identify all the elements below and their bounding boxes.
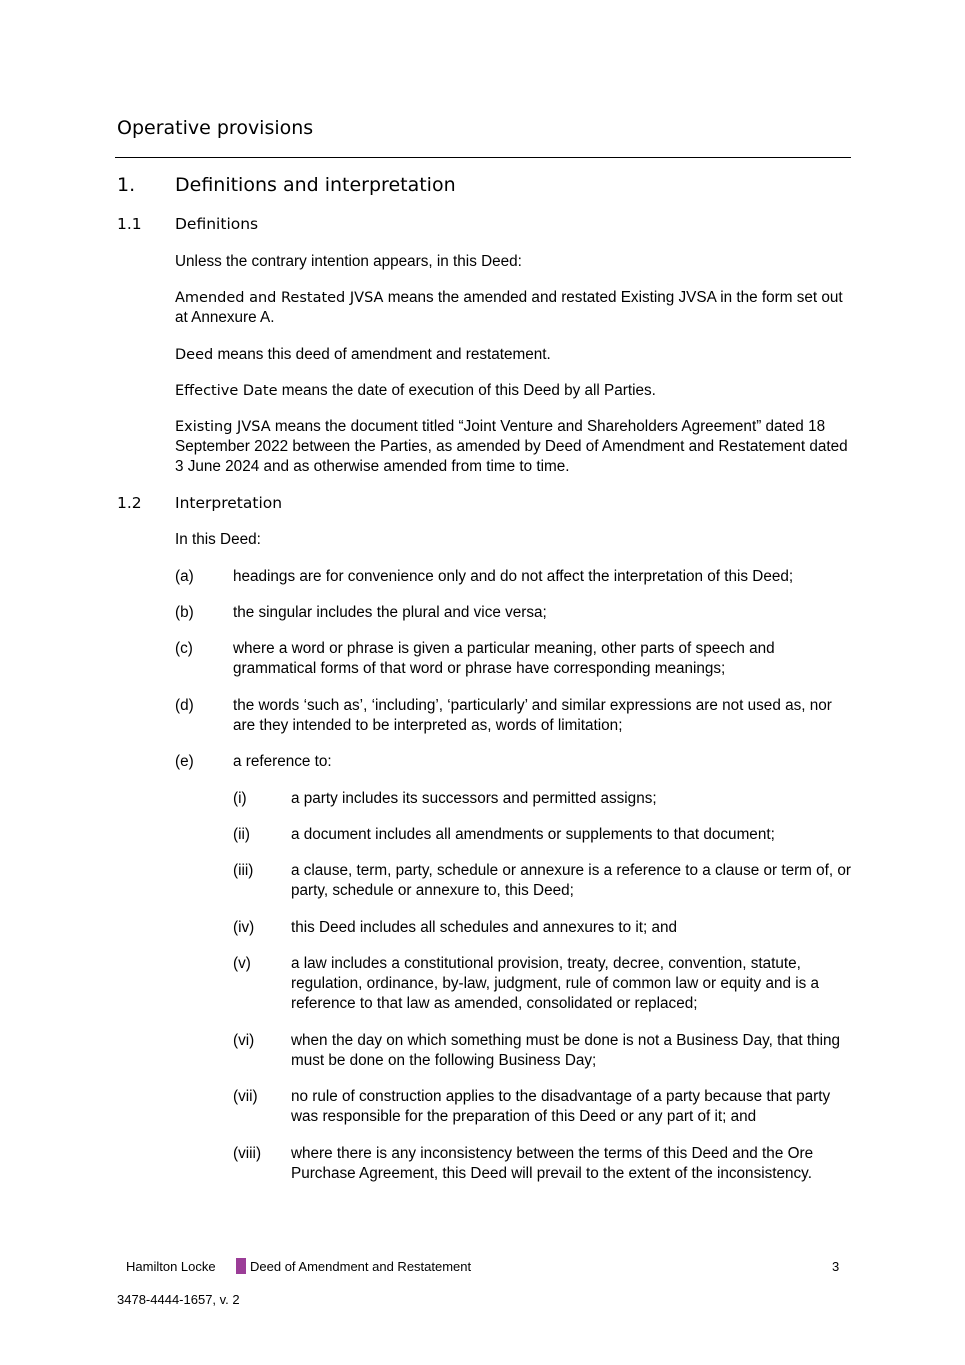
sub-list-item: a party includes its successors and permitted assigns;	[291, 790, 657, 807]
footer-accent-bar	[236, 1258, 246, 1274]
clause-1-1-number: 1.1	[117, 215, 142, 233]
sub-list-item: where there is any inconsistency between the terms of this Deed and the Ore Purchase Agreement, this Deed will prevail to the extent of the inconsistency.	[291, 1145, 814, 1182]
definition-item	[175, 345, 855, 365]
section-title: Operative provisions	[117, 117, 314, 139]
definition-text: means the document titled “Joint Venture and Shareholders Agreement” dated 18 September 2022 between the Parties, as amended by Deed of Amendment and Restatement dated 3 June 2024 and as otherwise amended from time to time.	[175, 418, 848, 475]
clause-1-2-number: 1.2	[117, 494, 142, 512]
sub-list-item: a clause, term, party, schedule or annexure is a reference to a clause or term of, or party, schedule or annexure to, this Deed;	[291, 862, 852, 899]
list-item: headings are for convenience only and do not affect the interpretation of this Deed;	[233, 568, 794, 585]
footer-document-title: Deed of Amendment and Restatement	[250, 1259, 472, 1274]
page-number: 3	[832, 1259, 840, 1274]
list-item: the words ‘such as’, ‘including’, ‘particularly’ and similar expressions are not used as, nor are they intended to be interpreted as, words of limitation;	[233, 697, 832, 734]
list-label: (e)	[175, 753, 194, 770]
list-label: (b)	[175, 604, 194, 621]
sub-list-item: when the day on which something must be done is not a Business Day, that thing must be done on the following Business Day;	[291, 1032, 841, 1069]
defined-term: Deed	[175, 347, 214, 363]
clause-1-2-title: Interpretation	[175, 494, 283, 512]
definition-item	[175, 381, 855, 401]
definition-text: means the amended and restated Existing JVSA in the form set out at Annexure A.	[175, 289, 843, 326]
list-item: where a word or phrase is given a particular meaning, other parts of speech and grammatical forms of that word or phrase have corresponding meanings;	[233, 640, 775, 677]
sub-list-label: (i)	[233, 790, 247, 807]
sub-list-label: (vii)	[233, 1088, 258, 1105]
definitions-intro: Unless the contrary intention appears, in this Deed:	[175, 253, 522, 270]
list-item: a reference to:	[233, 753, 332, 770]
sub-list-item: a document includes all amendments or supplements to that document;	[291, 826, 775, 843]
definition-text: means this deed of amendment and restatement.	[213, 346, 551, 363]
clause-1-title: Definitions and interpretation	[175, 174, 456, 196]
section-divider	[115, 157, 851, 158]
definition-text: means the date of execution of this Deed by all Parties.	[277, 382, 656, 399]
sub-list-item: a law includes a constitutional provision, treaty, decree, convention, statute, regulation, ordinance, by-law, judgment, rule of common law or equity and is a reference to that law as amended, consolidated or replaced;	[291, 955, 820, 1012]
defined-term: Amended and Restated JVSA	[175, 290, 384, 306]
sub-list-label: (viii)	[233, 1145, 262, 1162]
clause-1-number: 1.	[117, 174, 136, 196]
sub-list-item: this Deed includes all schedules and annexures to it; and	[291, 919, 678, 936]
footer-firm-name: Hamilton Locke	[126, 1259, 216, 1274]
list-label: (a)	[175, 568, 194, 585]
sub-list-label: (iv)	[233, 919, 255, 936]
definition-item	[175, 417, 855, 477]
list-label: (c)	[175, 640, 193, 657]
sub-list-label: (iii)	[233, 862, 254, 879]
list-label: (d)	[175, 697, 194, 714]
clause-1-1-title: Definitions	[175, 215, 259, 233]
sub-list-label: (v)	[233, 955, 251, 972]
interpretation-intro: In this Deed:	[175, 531, 261, 548]
list-item: the singular includes the plural and vice versa;	[233, 604, 547, 621]
sub-list-label: (ii)	[233, 826, 250, 843]
document-id: 3478-4444-1657, v. 2	[117, 1292, 240, 1307]
definition-item	[175, 288, 855, 328]
sub-list-item: no rule of construction applies to the disadvantage of a party because that party was responsible for the preparation of this Deed or any part of it; and	[291, 1088, 831, 1125]
defined-term: Effective Date	[175, 383, 278, 399]
defined-term: Existing JVSA	[175, 419, 271, 435]
sub-list-label: (vi)	[233, 1032, 255, 1049]
